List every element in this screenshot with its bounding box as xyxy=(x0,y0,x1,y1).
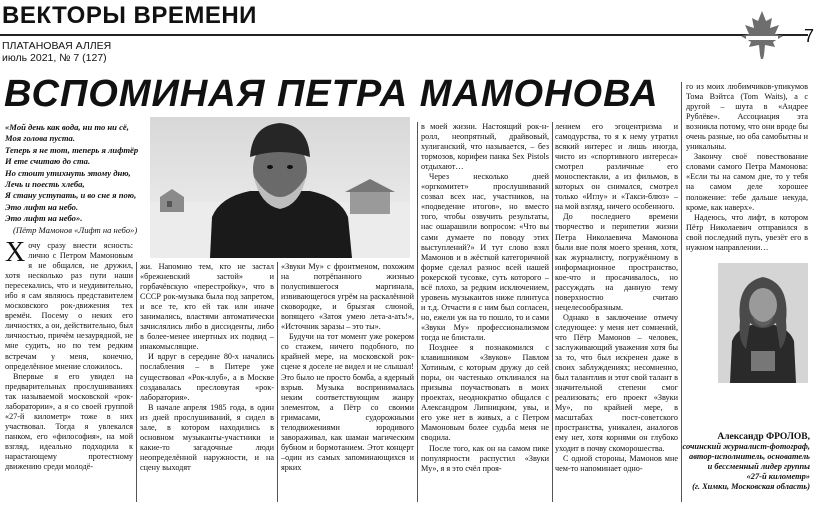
caption-line: сочинский журналист-фотограф, xyxy=(682,442,810,451)
caption-line: автор-исполнитель, основатель xyxy=(689,452,810,461)
mamonov-photo xyxy=(150,117,410,258)
paragraph: Будучи на тот момент уже рокером со стажем, ничего подобного, по крайней мере, на московской рок-сцене я доселе не видел и не слышал! Это было не просто бомба, а ядерный взрыв. Музыка воспринималась неким соответствующим жанру элементом, а Пётр со своими гримасами, судорожными телодвижениями юродивого завораживал, как шаман магическим бубном и бормотанием. Этот концерт –один из самых запоминающихся и ярких xyxy=(281,332,414,472)
column-rule xyxy=(136,262,137,502)
drop-cap: Х xyxy=(5,237,26,268)
paragraph: Через несколько дней «оргкомитет» прослушиваний созвал всех нас, участников, на «подведение итогов», но вместо того, чтобы озвучить результаты, нас ошарашили вопросом: «Что вы сами думаете по поводу этих выступлений?» И тут слово взял Мамонов и в жёсткой категоричной форме сделал разнос всей нашей рокерской тусовке, суть которого – всё плохо, за редким исключением, уровень музыкантов ниже плинтуса и т.д. Отчасти я с ним был согласен, но, ежели уж на то пошло, то и сами «Звуки Му» профессионализмом тогда не блистали. xyxy=(421,172,549,342)
epigraph-line: Но стоит утихнуть этому дню, xyxy=(5,167,131,178)
epigraph-line: Лечь и поесть хлеба, xyxy=(5,179,85,190)
epigraph-line: Я стану уступать, и во сне я пою, xyxy=(5,190,137,201)
header-divider xyxy=(0,34,808,36)
paragraph: Однако в заключение отмечу следующее: у меня нет сомнений, что Пётр Мамонов – человек, заслуживающий уважения хотя бы за то, что был искренен даже в своих заблуждениях; несомненно, был талантлив и этот свой талант в значительной степени смог реализовать; его проект «Звуки Му», по крайней мере, в масштабах пост-советского пространства, уникален, аналогов ему нет, хотя корнями он глубоко уходит в почву скоморошества. xyxy=(555,312,679,453)
section-title: ВЕКТОРЫ ВРЕМЕНИ xyxy=(2,2,257,29)
caption-line: «27-й километр» xyxy=(746,472,810,481)
caption-line: и бессменный лидер группы xyxy=(707,462,810,471)
paragraph: лением его эгоцентризма и самодурства, то я к нему утратил всякий интерес и лишь иногда, чисто из «спортивного интереса» смотрел различные его моноспектакли, а из фильмов, в которых он снимался, смотрел только «Иглу» и «Такси-блюз» – на мой взгляд, ничего особенного. xyxy=(555,122,678,212)
epigraph-source: (Пётр Мамонов «Лифт на небо») xyxy=(13,224,138,235)
article-headline: ВСПОМИНАЯ ПЕТРА МАМОНОВА xyxy=(4,73,659,115)
column-rule xyxy=(277,262,278,502)
paragraph: «Звуки Му» с фронтменом, похожим на потрёпанного жизнью полуспившегося маргинала, извивающегося угрём на раскалённой сковородке, и брызгая слюной, вопящего «Затоя умею лета-а-ать!», «Источник заразы – это ты». xyxy=(281,262,414,332)
epigraph-line: Это лифт на небо. xyxy=(5,201,79,212)
author-name: Александр ФРОЛОВ, xyxy=(717,432,810,442)
article-column-5 xyxy=(555,122,678,474)
author-caption xyxy=(660,432,810,492)
paragraph: Закончу своё повествование словами самого Петра Мамонова: «Если ты на самом дне, то у тебя на самом деле хорошее положение: тебе дальше некуда, кроме, как наверх». xyxy=(686,152,808,212)
article-column-1 xyxy=(5,237,133,472)
epigraph-line: Теперь я не тот, теперь я лифтёр xyxy=(5,144,139,155)
page-number: 7 xyxy=(804,26,815,46)
maple-leaf-logo-icon xyxy=(739,9,785,61)
paragraph: До последнего времени творчество и перипетии жизни Петра Николаевича Мамонова были вне поля моего зрения, хотя, как журналисту, погружённому в информационное пространство, кое-что и просачивалось, но рассуждать на данную тему поверхностно считаю нецелесообразным. xyxy=(555,212,678,312)
column-rule xyxy=(417,122,418,502)
publication-name: ПЛАТАНОВАЯ АЛЛЕЯ xyxy=(2,40,112,52)
article-column-2 xyxy=(140,262,274,473)
paragraph: Надеюсь, что лифт, в котором Пётр Николаевич отправился в свой последний путь, увезёт его в нужном направлении… xyxy=(686,212,808,252)
issue-info: июль 2021, № 7 (127) xyxy=(2,52,107,64)
article-column-3 xyxy=(281,262,414,473)
epigraph-line: Это лифт на небо». xyxy=(5,213,83,224)
epigraph-line: Моя голова пуста. xyxy=(5,133,76,144)
paragraph: жи. Напомню тем, кто не застал «брежневский застой» и горбачёвскую «перестройку», что в СССР рок-музыка была под запретом, и все те, кто ей так или иначе занимались, властями автоматически зачислялись либо в диссиденты, либо в более-менее инертных их подвид – инакомыслящие. xyxy=(140,262,274,352)
paragraph: Впервые я его увидел на предварительных прослушиваниях так называемой московской «рок-лаборатории», а я со своей группой «27-й километр» тоже в них участвовал. Тогда я увлекался панком, его «философия», на мой взгляд, идеально подходила к нарастающему протестному движению среди молодё- xyxy=(5,371,133,472)
paragraph: В начале апреля 1985 года, в один из дней прослушиваний, я сидел в зале, в котором находились в основном музыканты-участники и какие-то загадочные люди неопределённой наружности, и на сцену выходят xyxy=(140,402,274,472)
paragraph: очу сразу внести ясность: лично с Петром Мамоновым я не общался, не дружил, хотя несколько раз пути наши пересекались, что и неудивительно, ибо я сам являюсь представителем московского рок-движения тех времён. Посему о неких его личностях, а он, действительно, был личностью, причём незаурядной, не мне судить, но по тем редким встречам у меня, конечно, определённое мнение сложилось. xyxy=(5,241,133,371)
epigraph xyxy=(5,122,145,236)
article-column-4 xyxy=(421,122,549,474)
paragraph: в моей жизни. Настоящий рок-н-ролл, неопрятный, драйвовый, хулиганский, что называется, – без тормозов, корифеи панка Sex Pistols отдыхают… xyxy=(421,122,549,172)
column-rule xyxy=(552,122,553,502)
paragraph: После того, как он на самом пике популярности распустил «Звуки Му», я я это счёл проя- xyxy=(421,443,549,473)
author-photo xyxy=(718,263,808,383)
article-column-6 xyxy=(686,82,808,253)
caption-line: (г. Химки, Московская область) xyxy=(692,482,810,491)
paragraph: Позднее я познакомился с клавишником «Звуков» Павлом Хотиным, с которым дружу до сей поры, он частенько отклинался на призывы поучаствовать в моих проектах, неоднократно общался с Александром Липницким, увы, и его уже нет в живых, а с Петром Мамоновым более судьба меня не сводила. xyxy=(421,343,549,443)
paragraph: го из моих любимчиков-упикумов Тома Вэйтса (Tom Waits), а с другой – шута в «Андрее Рублёве». Ассоциация эта возникла потому, что они вроде бы очень разные, но оба самобытны и уникальны. xyxy=(686,82,808,152)
epigraph-line: «Мой день как вода, ни то ни сё, xyxy=(5,122,129,132)
paragraph: И вдруг в середине 80-х начались послабления – в Питере уже существовал «Рок-клуб», а в Москве создавалась пресловутая «рок-лаборатория». xyxy=(140,352,274,402)
paragraph: С одной стороны, Мамонов мне чем-то напоминает одно- xyxy=(555,453,678,473)
publication-info xyxy=(2,40,111,64)
epigraph-line: И ете считаю до ста. xyxy=(5,156,91,167)
